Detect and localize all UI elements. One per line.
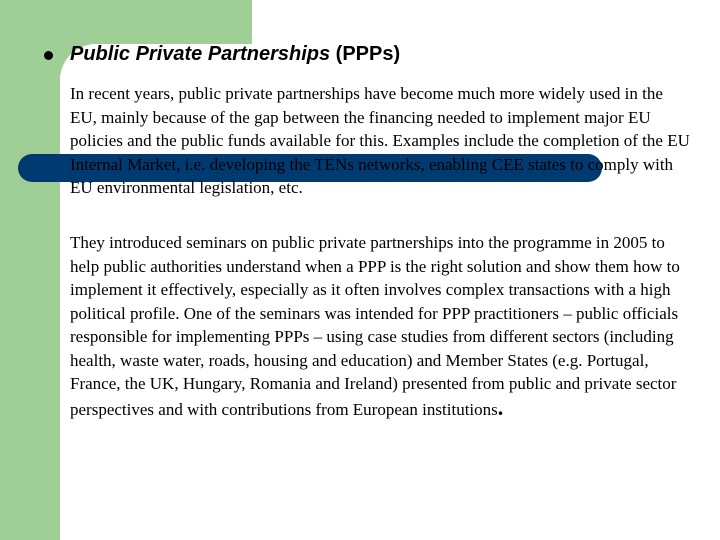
bullet-icon bbox=[44, 51, 53, 60]
slide-heading bbox=[70, 43, 400, 66]
heading-plain: (PPPs) bbox=[330, 43, 401, 65]
paragraph-1: In recent years, public private partnerships have become much more widely used in the EU, mainly because of the gap between the financing needed to implement major EU policies and the public funds available for this. Examples include the completion of the EU Internal Market, i.e. developing the TENs networks, enabling CEE states to comply with EU environmental legislation, etc. bbox=[70, 84, 690, 197]
paragraph-2 bbox=[70, 231, 690, 421]
green-side-bar bbox=[0, 0, 60, 540]
paragraph-2-text: They introduced seminars on public private partnerships into the programme in 2005 to help public authorities understand when a PPP is the right solution and show them how to implement it effectively, especially as it often involves complex transactions with a high political profile. One of the seminars was intended for PPP practitioners – public officials responsible for implementing PPPs – using case studies from different sectors (including health, waste water, roads, housing and education) and Member States (e.g. Portugal, France, the UK, Hungary, Romania and Ireland) presented from public and private sector perspectives and with contributions from European institutions bbox=[70, 233, 680, 419]
paragraph-2-period: . bbox=[497, 394, 504, 420]
heading-italic: Public Private Partnerships bbox=[70, 43, 331, 65]
